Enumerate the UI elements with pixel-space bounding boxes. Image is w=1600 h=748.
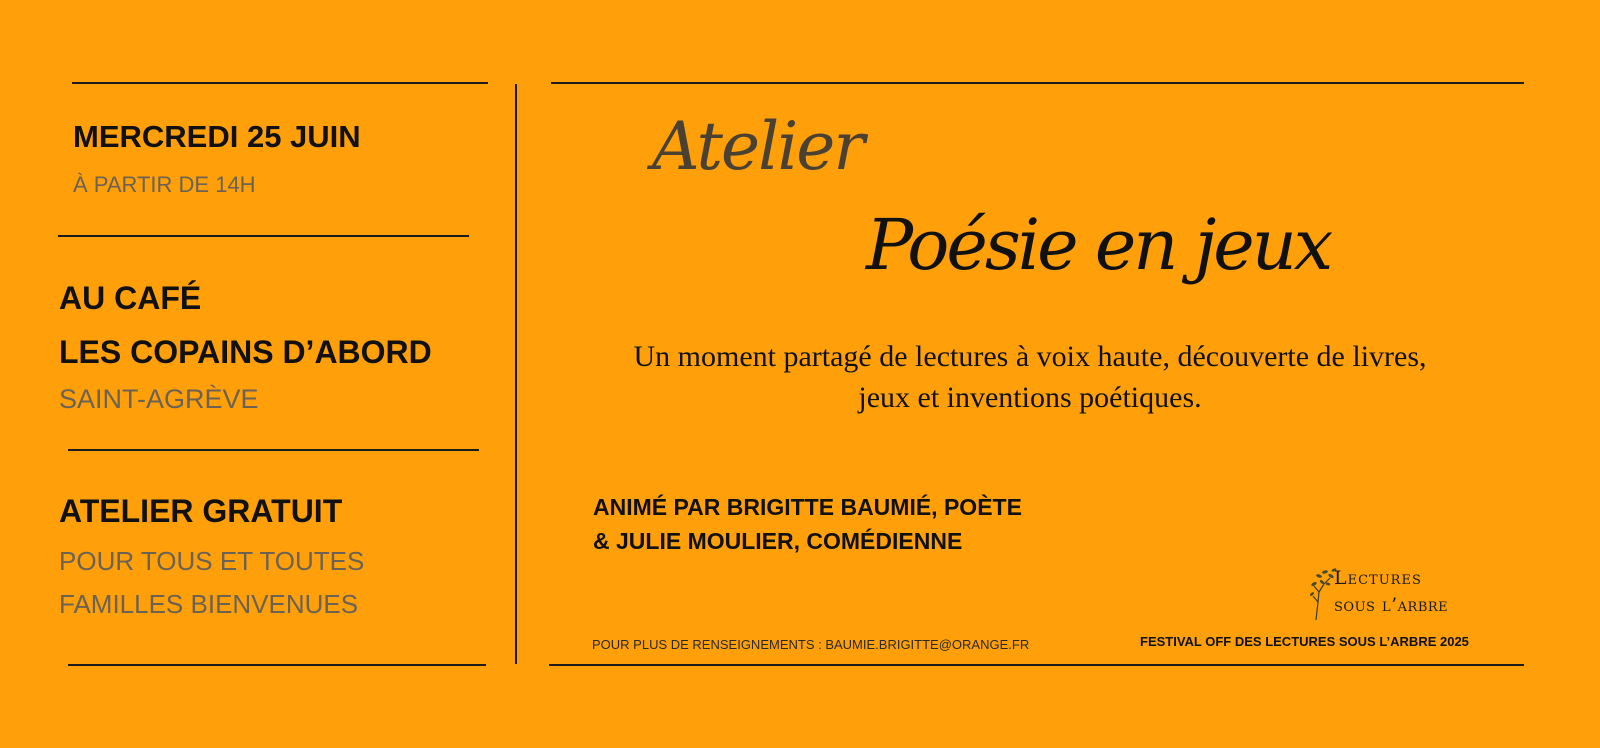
- festival-logo: [1310, 562, 1500, 622]
- description-line-2: jeux et inventions poétiques.: [858, 381, 1202, 414]
- venue-line-1: AU CAFÉ: [59, 280, 202, 316]
- top-rule-left: [72, 82, 488, 84]
- admission-line-2: FAMILLES BIENVENUES: [59, 589, 359, 619]
- bottom-rule-left: [68, 664, 486, 666]
- event-time: À PARTIR DE 14H: [73, 172, 256, 197]
- contact-info: POUR PLUS DE RENSEIGNEMENTS : BAUMIE.BRIGITTE@ORANGE.FR: [592, 637, 1030, 652]
- rule-left-1: [58, 235, 469, 237]
- venue-town: SAINT-AGRÈVE: [59, 384, 259, 414]
- vertical-divider: [515, 84, 517, 664]
- venue-line-2: LES COPAINS D’ABORD: [59, 334, 432, 370]
- logo-line-1: Lectures: [1334, 567, 1422, 589]
- hosts-line-1: ANIMÉ PAR BRIGITTE BAUMIÉ, POÈTE: [593, 494, 1022, 520]
- rule-left-2: [68, 449, 479, 451]
- logo-line-2: sous l’arbre: [1334, 594, 1449, 616]
- festival-name: FESTIVAL OFF DES LECTURES SOUS L’ARBRE 2025: [1140, 634, 1469, 649]
- description-line-1: Un moment partagé de lectures à voix haute, découverte de livres,: [633, 340, 1427, 373]
- top-rule-right: [551, 82, 1524, 84]
- admission-headline: ATELIER GRATUIT: [59, 493, 343, 529]
- bottom-rule-right: [549, 664, 1524, 666]
- admission-line-1: POUR TOUS ET TOUTES: [59, 546, 365, 576]
- title-poesie-en-jeux: Poésie en jeux: [866, 204, 1331, 286]
- event-date: MERCREDI 25 JUIN: [73, 119, 361, 154]
- hosts-line-2: & JULIE MOULIER, COMÉDIENNE: [593, 528, 963, 554]
- title-atelier: Atelier: [652, 108, 863, 185]
